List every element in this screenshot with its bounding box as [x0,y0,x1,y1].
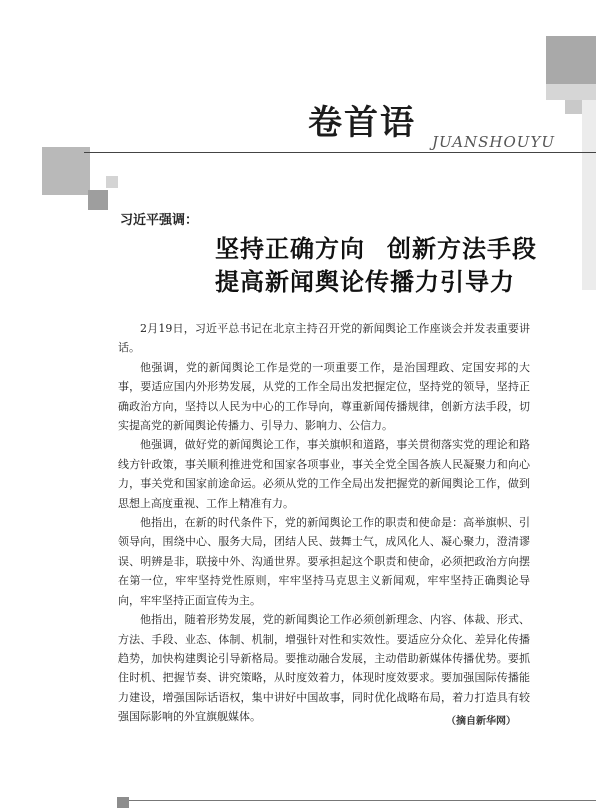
headline-line-1 [215,229,537,264]
decor-square [42,147,90,195]
column-title: 卷首语 [308,103,416,143]
decor-square [546,36,596,84]
headline-line-2: 提高新闻舆论传播力引导力 [215,268,515,296]
decor-bar [582,100,596,290]
column-title-en: JUANSHOUYU [432,133,555,151]
decor-square [546,84,596,100]
paragraph: 他指出，随着形势发展，党的新闻舆论工作必须创新理念、内容、体裁、形式、方法、手段、业态、体制、机制，增强针对性和实效性。要适应分众化、差异化传播趋势，加快构建舆论引导新格局。要推动融合发展，主动借助新媒体传播优势。要抓住时机、把握节奏、讲究策略，从时度效着力，体现时度效要求。要加强国际传播能力建设，增强国际话语权，集中讲好中国故事，同时优化战略布局，着力打造具有较强国际影响的外宜旗舰媒体。 [118,613,530,724]
paragraph: 他强调，党的新闻舆论工作是党的一项重要工作，是治国理政、定国安邦的大事，要适应国内外形势发展，从党的工作全局出发把握定位，坚持党的领导，坚持正确政治方向，坚持以人民为中心的工作导向，尊重新闻传播规律，创新方法手段，切实提高党的新闻舆论传播力、引导力、影响力、公信力。 [118,360,530,433]
header-rule [84,152,596,153]
article-source: （摘自新华网） [446,716,516,727]
footer-square [117,797,129,808]
decor-square [565,100,582,114]
paragraph: 他强调，做好党的新闻舆论工作，事关旗帜和道路，事关贯彻落实党的理论和路线方针政策，事关顺利推进党和国家各项事业，事关全党全国各族人民凝聚力和向心力，事关党和国家前途命运。必须从党的工作全局出发把握党的新闻舆论工作，做到思想上高度重视、工作上精准有力。 [118,438,530,510]
paragraph: 2月19日，习近平总书记在北京主持召开党的新闻舆论工作座谈会并发表重要讲话。 [118,322,530,355]
article-kicker: 习近平强调： [120,213,199,228]
decor-square [106,176,118,188]
paragraph: 他指出，在新的时代条件下，党的新闻舆论工作的职责和使命是：高举旗帜、引领导向，围绕中心、服务大局，团结人民、鼓舞士气，成风化人、凝心聚力，澄清谬误、明辨是非，联接中外、沟通世界。要承担起这个职责和使命，必须把政治方向摆在第一位，牢牢坚持党性原则，牢牢坚持马克思主义新闻观，牢牢坚持正确舆论导向，牢牢坚持正面宣传为主。 [118,516,530,607]
article-body [118,319,530,727]
decor-square [88,190,108,210]
footer-rule [117,800,596,801]
headline-part-2: 创新方法手段 [387,235,537,263]
headline-part-1: 坚持正确方向 [215,235,365,263]
